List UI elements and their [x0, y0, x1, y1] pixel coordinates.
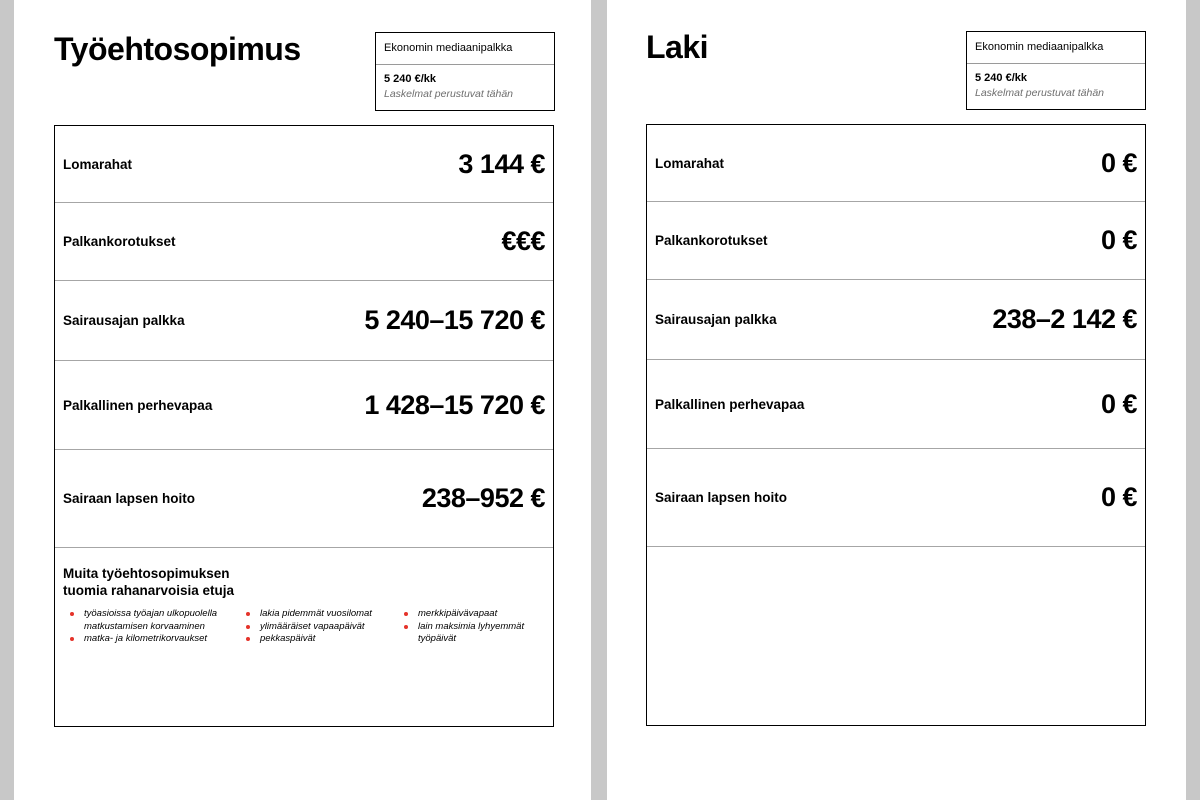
- page-title: Työehtosopimus: [54, 31, 301, 67]
- table-row: [55, 450, 553, 548]
- median-salary-label: Ekonomin mediaanipalkka: [376, 33, 554, 65]
- median-salary-value: 5 240 €/kk: [975, 72, 1027, 84]
- table-row: [55, 126, 553, 203]
- page-title: Laki: [646, 29, 709, 65]
- other-benefits-title: [63, 566, 545, 600]
- table-row: [647, 449, 1145, 547]
- row-value: 238–952 €: [421, 483, 545, 513]
- benefits-column: [404, 608, 544, 646]
- page-tyoehtosopimus: [14, 0, 591, 800]
- row-value: €€€: [501, 226, 545, 256]
- row-value: 0 €: [1100, 147, 1137, 178]
- row-value: 0 €: [1100, 388, 1137, 419]
- list-item: merkkipäivävapaat: [404, 608, 544, 621]
- list-item: pekkaspäivät: [246, 633, 404, 646]
- list-item: ylimääräiset vapaapäivät: [246, 621, 404, 634]
- table-row: [647, 125, 1145, 202]
- row-label: Sairausajan palkka: [655, 312, 777, 327]
- table-row: [55, 361, 553, 450]
- other-benefits-title-line: Muita työehtosopimuksen: [63, 566, 230, 581]
- row-label: Lomarahat: [63, 156, 133, 172]
- row-label: Lomarahat: [655, 155, 725, 171]
- table-row: [647, 202, 1145, 280]
- row-label: Palkankorotukset: [63, 234, 176, 249]
- row-value: 238–2 142 €: [992, 304, 1137, 334]
- list-item: työasioissa työajan ulkopuolella matkustamisen korvaaminen: [70, 608, 246, 634]
- row-label: Palkankorotukset: [655, 233, 768, 248]
- row-value: 3 144 €: [458, 148, 545, 179]
- other-benefits-section: [55, 548, 553, 646]
- benefits-column: [70, 608, 246, 646]
- row-label: Sairausajan palkka: [63, 313, 185, 328]
- row-label: Palkallinen perhevapaa: [655, 396, 805, 412]
- page-laki: [607, 0, 1186, 800]
- table-row: [55, 203, 553, 281]
- median-salary-box: [966, 31, 1146, 110]
- median-salary-note: Laskelmat perustuvat tähän: [384, 88, 513, 100]
- benefits-column: [246, 608, 404, 646]
- other-benefits-title-line: tuomia rahanarvoisia etuja: [63, 582, 235, 598]
- row-value: 1 428–15 720 €: [364, 389, 545, 420]
- table-row: [647, 360, 1145, 449]
- list-item: matka- ja kilometrikorvaukset: [70, 633, 246, 646]
- table-row: [647, 280, 1145, 360]
- list-item: lain maksimia lyhyemmät työpäivät: [404, 621, 544, 647]
- median-salary-box: [375, 32, 555, 111]
- list-item: lakia pidemmät vuosilomat: [246, 608, 404, 621]
- table-row: [55, 281, 553, 361]
- benefits-table: [646, 124, 1146, 726]
- row-label: Sairaan lapsen hoito: [655, 490, 788, 505]
- other-benefits-list: [63, 608, 545, 646]
- median-salary-note: Laskelmat perustuvat tähän: [975, 87, 1104, 99]
- row-value: 0 €: [1100, 482, 1137, 512]
- median-salary-value: 5 240 €/kk: [384, 73, 436, 85]
- row-label: Palkallinen perhevapaa: [63, 397, 213, 413]
- row-label: Sairaan lapsen hoito: [63, 491, 196, 506]
- row-value: 0 €: [1100, 225, 1137, 255]
- row-value: 5 240–15 720 €: [364, 305, 545, 335]
- median-salary-label: Ekonomin mediaanipalkka: [967, 32, 1145, 64]
- benefits-table: [54, 125, 554, 727]
